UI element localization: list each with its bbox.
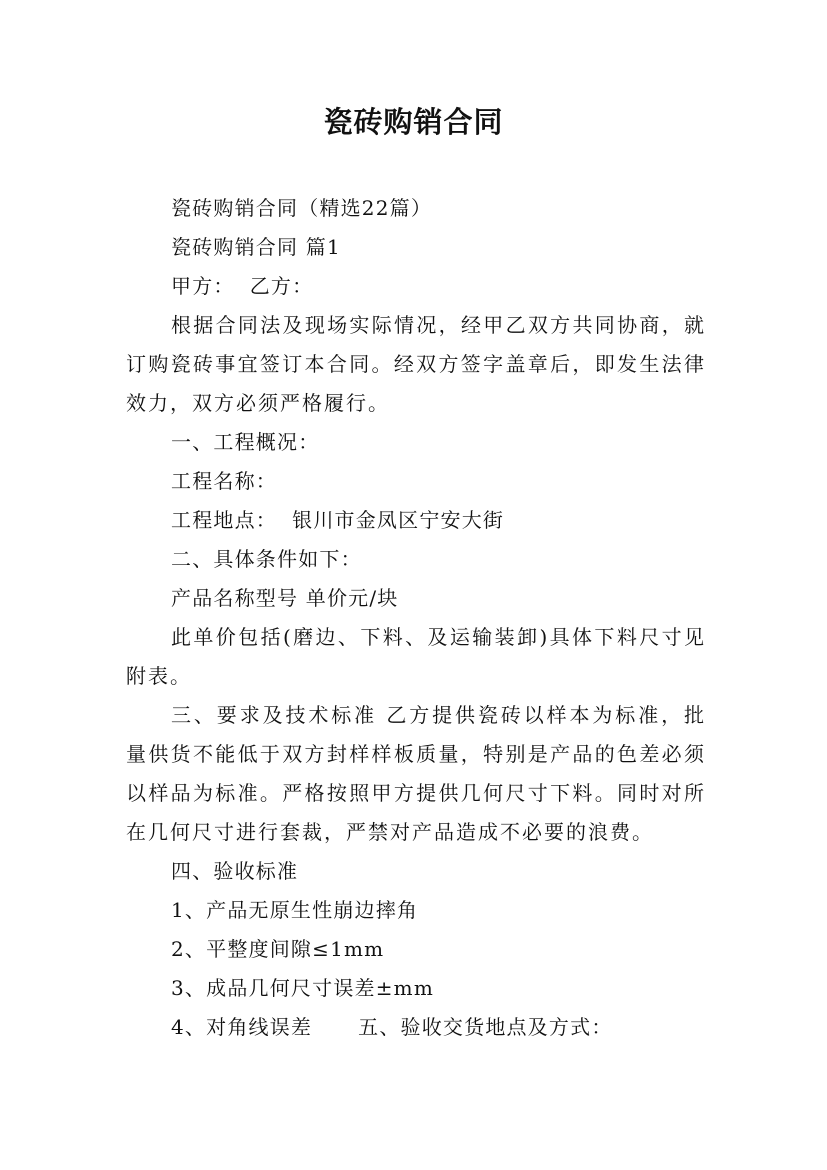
acceptance-item-4: 4、对角线误差 — [171, 1015, 313, 1039]
price-note-paragraph: 此单价包括(磨边、下料、及运输装卸)具体下料尺寸见附表。 — [126, 625, 706, 688]
acceptance-item-2: 2、平整度间隙≤1mm — [171, 937, 385, 961]
section-5-heading: 五、验收交货地点及方式： — [358, 1015, 613, 1039]
section-3-paragraph: 三、要求及技术标准 乙方提供瓷砖以样本为标准，批量供货不能低于双方封样样板质量，特别是产品的色差必须以样品为标准。严格按照甲方提供几何尺寸下料。同时对所在几何尺寸进行套裁，严禁对产品造成不必要的浪费。 — [126, 703, 706, 844]
intro-paragraph: 根据合同法及现场实际情况，经甲乙双方共同协商，就订购瓷砖事宜签订本合同。经双方签字盖章后，即发生法律效力，双方必须严格履行。 — [126, 313, 706, 415]
subtitle: 瓷砖购销合同（精选22篇） — [171, 196, 433, 220]
section-1-heading: 一、工程概况： — [171, 430, 320, 454]
section-heading: 瓷砖购销合同 篇1 — [171, 235, 341, 259]
project-location-line: 工程地点： 银川市金凤区宁安大街 — [171, 508, 505, 532]
document-title: 瓷砖购销合同 — [323, 105, 504, 139]
acceptance-item-4-line — [126, 1008, 706, 1047]
product-row: 产品名称型号 单价元/块 — [171, 586, 399, 610]
section-2-heading: 二、具体条件如下： — [171, 547, 362, 571]
acceptance-item-3: 3、成品几何尺寸误差±mm — [171, 976, 435, 1000]
section-4-heading: 四、验收标准 — [171, 859, 299, 883]
document-body — [126, 189, 706, 1047]
project-name-line: 工程名称： — [171, 469, 277, 493]
acceptance-item-1: 1、产品无原生性崩边摔角 — [171, 898, 419, 922]
parties-line: 甲方： 乙方： — [171, 274, 314, 298]
